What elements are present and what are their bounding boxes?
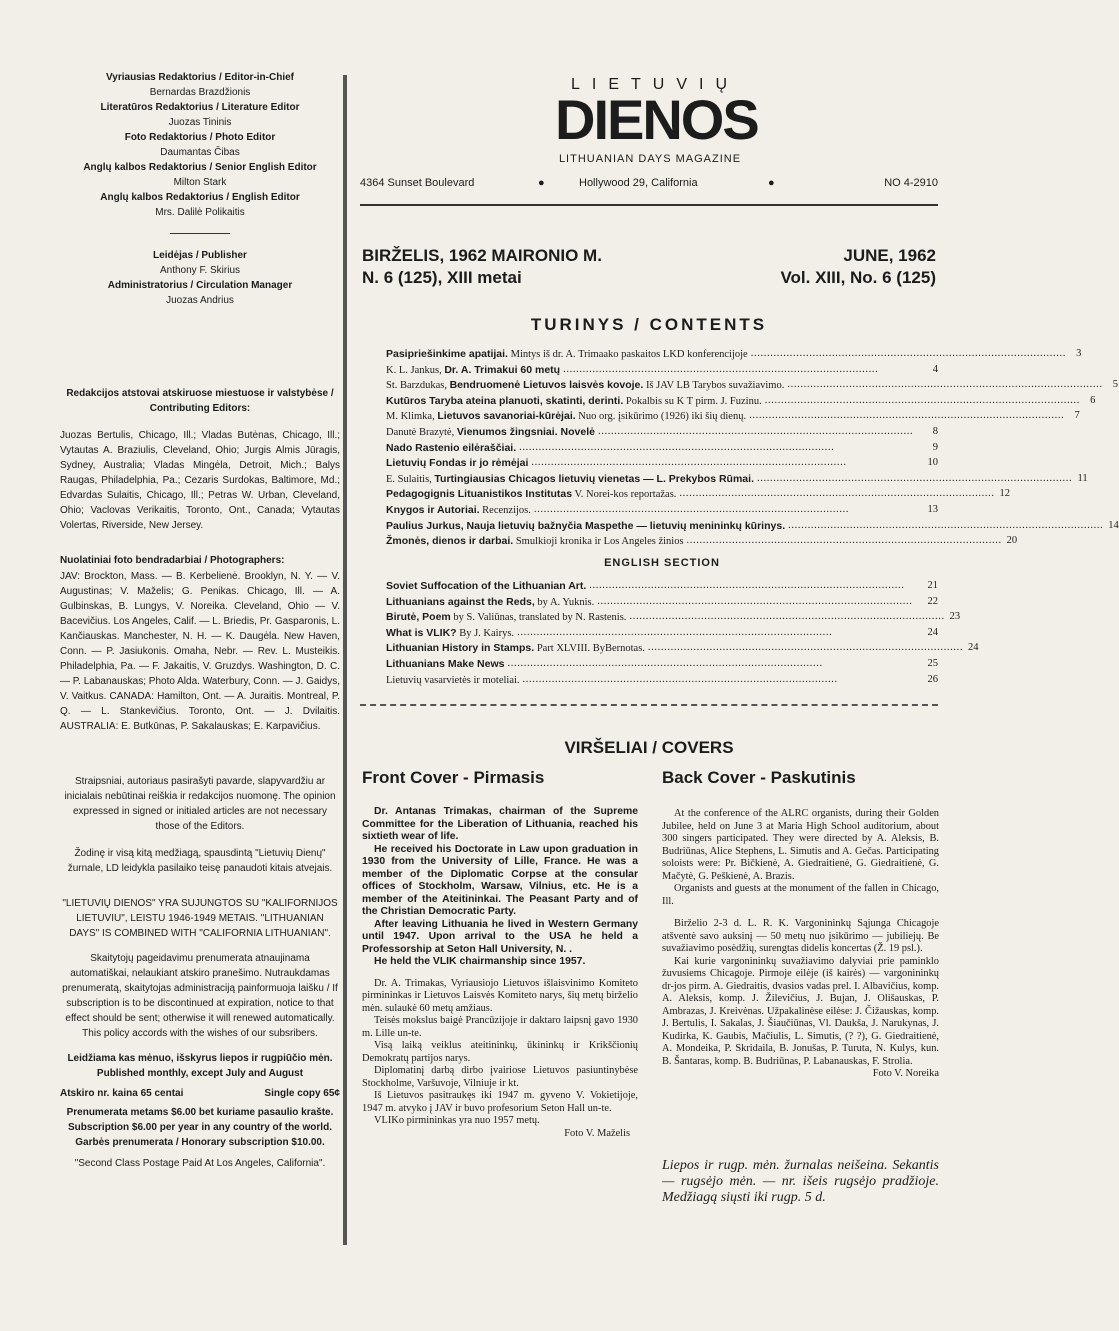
toc-page-number: 5	[1112, 379, 1118, 391]
toc-page-number: 21	[927, 580, 938, 591]
toc-main-title: Soviet Suffocation of the Lithuanian Art.	[386, 580, 587, 592]
toc-title	[386, 641, 645, 657]
toc-title	[386, 579, 586, 595]
toc-main-title: Žmonės, dienos ir darbai.	[386, 535, 514, 548]
front-en-paragraph: He held the VLIK chairmanship since 1957.	[374, 956, 586, 967]
toc-subtitle: V. Norei-kos reportažas.	[572, 489, 677, 501]
editor-role: Anglų kalbos Redaktorius / English Editor	[100, 192, 300, 203]
toc-leader	[687, 534, 1001, 550]
toc-lt-entry	[386, 519, 1119, 535]
toc-page-number: 8	[932, 425, 938, 437]
editors-list	[60, 70, 340, 220]
toc-main-title: Turtingiausias Chicagos lietuvių vienetas — L. Prekybos Rūmai.	[434, 472, 754, 485]
toc-leader	[531, 456, 921, 472]
toc-lt-entry	[386, 534, 1018, 550]
toc-leader	[648, 641, 962, 657]
toc-leader	[519, 441, 921, 457]
toc-page-number: 23	[949, 611, 961, 623]
notice-rights: Žodinę ir visą kitą medžiagą, spausdintą "Lietuvių Dienų" žurnale, LD leidykla pasilaiko teisę panaudoti kitais atvejais.	[67, 848, 333, 874]
issue-date-en: JUNE, 1962	[843, 246, 936, 265]
toc-leader	[787, 378, 1101, 394]
back-cover-text	[662, 808, 939, 1081]
front-lt-paragraph: Visą laiką veiklus ateitininkų, ūkininkų ir Krikščionių Demokratų partijos narys.	[362, 1040, 638, 1064]
toc-main-title: Lithuanian History in Stamps.	[386, 642, 535, 655]
toc-title	[386, 347, 748, 363]
price-lt: Atskiro nr. kaina 65 centai	[60, 1088, 184, 1099]
toc-lt-entry	[386, 394, 1096, 410]
toc-leader	[589, 579, 921, 595]
toc-title	[386, 626, 514, 642]
front-lt-paragraph: Dr. A. Trimakas, Vyriausiojo Lietuvos išlaisvinimo Komiteto pirmininkas ir Lietuvos Laisvės Komiteto narys, šių metų birželio mėn. sulaukė 60 metų amžiaus.	[362, 977, 638, 1014]
toc-page-number: 12	[999, 488, 1011, 500]
toc-title	[386, 519, 785, 535]
toc-lt-entry	[386, 347, 1082, 363]
toc-title	[386, 595, 594, 611]
toc-page-number: 10	[927, 457, 938, 469]
toc-subtitle: Pokalbis su K T pirm. J. Fuzinu.	[623, 395, 762, 407]
toc-subtitle: Lietuvių vasarvietės ir moteliai.	[386, 674, 520, 686]
toc-leader	[507, 657, 921, 673]
toc-leader	[751, 347, 1065, 363]
contributors-heading: Redakcijos atstovai atskiruose miestuose ir valstybėse / Contributing Editors:	[66, 388, 334, 414]
toc-main-title: Lithuanians against the Reds,	[386, 595, 535, 608]
toc-lt-entry	[386, 472, 1088, 488]
issue-date-lt: BIRŽELIS, 1962 MAIRONIO M.	[362, 246, 602, 265]
editor-name: Mrs. Dalilė Polikaitis	[155, 207, 245, 218]
postage-notice: "Second Class Postage Paid At Los Angeles, California".	[74, 1158, 326, 1169]
issue-number-lt: N. 6 (125), XIII metai	[362, 268, 522, 287]
toc-lt-entry	[386, 487, 1011, 503]
editor-role: Foto Redaktorius / Photo Editor	[124, 132, 276, 143]
toc-leader	[597, 595, 921, 611]
toc-page-number: 11	[1077, 472, 1088, 484]
toc-title	[386, 610, 626, 626]
toc-leader	[788, 519, 1102, 535]
toc-title	[386, 363, 560, 379]
toc-main-title: Pedagogignis Lituanistikos Institutas	[386, 488, 573, 501]
brand-subtitle: LITHUANIAN DAYS MAGAZINE	[558, 153, 742, 165]
publisher-role: Leidėjas / Publisher	[153, 250, 247, 261]
toc-subtitle: by A. Yuknis.	[534, 596, 595, 608]
toc-en-entry	[386, 641, 979, 657]
toc-en-entry	[386, 673, 938, 689]
issue-info-lt	[362, 245, 602, 289]
toc-title	[386, 657, 504, 673]
toc-main-title: What is VLIK?	[386, 626, 457, 639]
editor-name: Milton Stark	[173, 177, 227, 188]
toc-page-number: 7	[1074, 410, 1080, 422]
front-en-paragraph: Dr. Antanas Trimakas, chairman of the Supreme Committee for the Liberation of Lithuania, reached his sixtieth wear of life.	[362, 806, 638, 842]
publisher-name: Anthony F. Skirius	[159, 265, 241, 276]
toc-leader	[563, 363, 921, 379]
toc-page-number: 24	[927, 626, 938, 638]
bullet: ●	[538, 177, 545, 189]
toc-title	[386, 487, 676, 503]
toc-subtitle: Recenzijos.	[479, 504, 531, 516]
photo-credit: Foto V. Maželis	[564, 1127, 630, 1139]
toc-leader	[598, 425, 921, 441]
toc-page-number: 14	[1108, 519, 1119, 531]
contents-title: TURINYS / CONTENTS	[530, 315, 768, 334]
toc-page-number: 26	[927, 673, 938, 685]
divider	[170, 233, 230, 234]
toc-en-entry	[386, 626, 938, 642]
toc-author: M. Klimka,	[386, 411, 438, 423]
toc-subtitle: By J. Kairys.	[456, 627, 515, 639]
issue-info-en	[700, 245, 936, 289]
city: Hollywood 29, California	[579, 177, 698, 189]
toc-leader	[517, 626, 921, 642]
contributors-text: Juozas Bertulis, Chicago, Ill.; Vladas Butėnas, Chicago, Ill.; Vytautas A. Braziulis, Cleveland, Ohio; Jurgis Almis Jūragis, Sydney, Australia; Vladas Mingėla, Detroit, Mich.; Balys Raugas, Philadelphia, Pa.; Cezaris Surdokas, Baltimore, Md.; Edvardas Sulaitis, Chicago, Ill.; Petras W. Urban, Cleveland, Ohio; Vaclovas Verikaitis, Toronto, Ont., Canada; Vytautas Volertas, Riverside, New Jersey.	[60, 430, 340, 531]
toc-page-number: 4	[932, 363, 938, 375]
toc-main-title: Paulius Jurkus, Nauja lietuvių bažnyčia Maspethe — lietuvių menininkų kūrinys.	[386, 519, 786, 532]
photo-credit: Foto V. Noreika	[872, 1068, 939, 1079]
editor-role: Vyriausias Redaktorius / Editor-in-Chief	[105, 72, 294, 83]
toc-leader	[749, 409, 1063, 425]
back-paragraph: Organists and guests at the monument of the fallen in Chicago, Ill.	[662, 883, 939, 907]
toc-subtitle: Part XLVIII. ByBernotas.	[534, 643, 645, 655]
editor-name: Daumantas Čibas	[160, 147, 240, 158]
publication-frequency: Leidžiama kas mėnuo, išskyrus liepos ir rugpiūčio mėn. Published monthly, except July and August	[67, 1053, 333, 1079]
toc-lt-entry	[386, 456, 938, 472]
front-cover-heading: Front Cover - Pirmasis	[362, 768, 545, 787]
subscription-info: Prenumerata metams $6.00 bet kuriame pasaulio krašte. Subscription $6.00 per year in any country of the world. Garbės prenumerata / Honorary subscription $10.00.	[66, 1107, 334, 1148]
notice-subscription: Skaitytojų pageidavimu prenumerata atnaujinama automatiškai, nelaukiant atskiro pranešimo. Nutraukdamas prenumeratą, skaitytojas administraciją painformuoja laišku / If subscription is to be discontinued at expiration, notice to that effect should be sent; otherwise it will renewed automatically. This policy accords with the wishes of our subsribers.	[62, 953, 338, 1039]
toc-lt-entry	[386, 503, 938, 519]
table-of-contents-lt	[386, 347, 1119, 550]
address-line	[360, 177, 938, 193]
toc-main-title: Pasipriešinkime apatijai.	[386, 348, 508, 360]
back-paragraph: Kai kurie vargonininkų suvažiavimo dalyviai prie paminklo žuvusiems Chicagoje. Pirmoje eilėje (iš kairės) — vargonininkų dr-jos pirm. A. Giedraitis, dvasios vadas prel. I. Albavičius, komp. A. Aleksis, komp. J. Žilevičius, J. Bujan, J. Olišauskas, P. Ambrazas, J. Kreivėnas. Užpakalinėse eilėse: J. Čižauskas, komp. J. Bertulis, I. Sakalas, J. Šiaučiūnas, Vl. Daukša, J. Narukynas, J. Kudirka, K. Gaubis, Mačiulis, L. Simutis, (? ?), G. Giedraitienė, A. Mondeika, P. Skridaila, B. Jonušas, P. Turuta, N. Kulys, kun. B. Šantaras, komp. B. Budriūnas, P. Labanauskas, F. Strolia.	[662, 955, 939, 1067]
toc-title	[386, 456, 528, 472]
toc-page-number: 25	[927, 657, 938, 669]
header-rule	[360, 204, 938, 206]
toc-en-entry	[386, 657, 938, 673]
toc-page-number: 22	[927, 595, 938, 607]
toc-main-title: Dr. A. Trimakui 60 metų	[444, 363, 561, 376]
toc-page-number: 24	[968, 642, 979, 654]
toc-main-title: Birutė, Poem	[386, 611, 451, 624]
front-en-paragraph: He received his Doctorate in Law upon graduation in 1930 from the University of Lille, France. He was a member of the Diplomatic Corpse at the consular offices of Stockholm, Warsaw, Vilnius, etc. He is a member of the Ateitininkai. The Peasant Party and of the Christian Democratic Party.	[362, 843, 638, 917]
brand-small: LIETUVIŲ	[570, 76, 739, 93]
toc-title	[386, 409, 746, 425]
photographers-text: JAV: Brockton, Mass. — B. Kerbelienė. Brooklyn, N. Y. — V. Augustinas; V. Maželis; G. Penikas. Chicago, Ill. — A. Gulbinskas, B. Lungys, V. Noreika. Cleveland, Ohio — V. Bacevičius. Los Angeles, Calif. — L. Briedis, Pr. Gasparonis, L. Kančiauskas. Manchester, N. H. — K. Daugėla. New Haven, Conn. — P. Jasiukonis. Omaha, Nebr. — Rev. L. Musteikis. Philadelphia, Pa. — F. Jakaitis, V. Gruzdys. Washington, D. C. — P. Labanauskas; Photo Alda. Waterbury, Conn. — J. Gaidys, V. Vaitkus. CANADA: Hamilton, Ont. — A. Juraitis. Montreal, P. Q. — L. Stankevičius. Toronto, Ont. — J. Dvilaitis. AUSTRALIA: E. Butkūnas, P. Sakalauskas; E. Karpavičius.	[60, 571, 340, 732]
toc-main-title: Nado Rastenio eilėraščiai.	[386, 441, 517, 454]
toc-en-entry	[386, 579, 938, 595]
toc-lt-entry	[386, 409, 1080, 425]
phone: NO 4-2910	[884, 177, 938, 189]
toc-subtitle: by S. Valiūnas, translated by N. Rastenis.	[450, 612, 627, 624]
front-lt-paragraph: VLIKo pirmininkas yra nuo 1957 metų.	[374, 1115, 540, 1126]
issue-number-en: Vol. XIII, No. 6 (125)	[780, 268, 936, 287]
toc-main-title: Kutūros Taryba ateina planuoti, skatinti, derinti.	[386, 394, 624, 407]
masthead-column	[60, 70, 340, 1171]
toc-lt-entry	[386, 378, 1118, 394]
toc-main-title: Lietuvių Fondas ir jo rėmėjai	[386, 457, 529, 470]
toc-lt-entry	[386, 425, 938, 441]
toc-en-entry	[386, 595, 938, 611]
toc-leader	[534, 503, 921, 519]
notice-opinion: Straipsniai, autoriaus pasirašyti pavarde, slapyvardžiu ar inicialais nebūtinai reiškia ir redakcijos nuomonę. The opinion expressed in signed or initialed articles are not necessary those of the Editors.	[64, 776, 336, 832]
toc-leader	[523, 673, 921, 689]
editor-role: Literatūros Redaktorius / Literature Editor	[100, 102, 300, 113]
toc-en-entry	[386, 610, 961, 626]
toc-title	[386, 378, 784, 394]
toc-leader	[679, 487, 993, 503]
toc-main-title: Bendruomenė Lietuvos laisvės kovoje.	[449, 379, 644, 392]
front-en-paragraph: After leaving Lithuania he lived in Western Germany until 1947. Upon arrival to the USA he held a Professorship at Seton Hall University, N. .	[362, 918, 638, 955]
toc-page-number: 3	[1076, 348, 1082, 359]
back-paragraph: Birželio 2-3 d. L. R. K. Vargonininkų Sąjunga Chicagoje atšventė savo auksinį — 50 metų nuo įsikūrimo — jubiliejų. Be suvažiavimo posėdžių, surengtas didelis koncertas (Ž. 19 psl.).	[662, 918, 939, 954]
editor-name: Bernardas Brazdžionis	[149, 87, 251, 98]
brand-logo: DIENOS	[555, 88, 758, 151]
section-rule	[360, 704, 938, 706]
toc-page-number: 13	[927, 503, 938, 515]
toc-author: E. Sulaitis,	[386, 473, 435, 485]
publisher-name: Juozas Andrius	[166, 295, 234, 306]
toc-main-title: Lithuanians Make News	[386, 657, 505, 670]
bullet: ●	[768, 177, 775, 189]
front-cover-text	[362, 806, 638, 1140]
toc-title	[386, 534, 684, 550]
toc-author: St. Barzdukas,	[386, 380, 450, 392]
address: 4364 Sunset Boulevard	[360, 177, 475, 189]
price-row	[60, 1086, 340, 1101]
table-of-contents-en	[386, 579, 979, 688]
editor-role: Anglų kalbos Redaktorius / Senior English Editor	[83, 162, 317, 173]
english-section-heading: ENGLISH SECTION	[604, 557, 720, 569]
toc-subtitle: Iš JAV LB Tarybos suvažiavimo.	[643, 380, 785, 392]
toc-title	[386, 673, 520, 689]
toc-page-number: 20	[1006, 535, 1018, 547]
toc-main-title: Knygos ir Autoriai.	[386, 503, 480, 516]
back-paragraph: At the conference of the ALRC organists, during their Golden Jubilee, held on June 3 at Maria High School auditorium, about 300 singers participated. They were directed by A. Aleksis, B. Budriūnas, Alice Stephens, L. Simutis and A. Gečas. Participating soloists were: Pr. Bičkienė, A. Giedraitienė, G. Giedraitienė, G. Mačytė, G. Peškienė, A. Brazis.	[662, 808, 939, 882]
toc-title	[386, 394, 762, 410]
notice-merger: "LIETUVIŲ DIENOS" YRA SUJUNGTOS SU "KALIFORNIJOS LIETUVIU", LEISTU 1946-1949 METAIS. "LITHUANIAN DAYS" IS COMBINED WITH "CALIFORNIA LITHUANIAN".	[62, 898, 338, 939]
publisher-list	[60, 248, 340, 308]
toc-title	[386, 503, 531, 519]
toc-main-title: Vienumos žingsniai. Novelė	[456, 425, 595, 438]
covers-title: VIRŠELIAI / COVERS	[564, 738, 734, 757]
toc-subtitle: Mintys iš dr. A. Trimaako paskaitos LKD konferencijoje	[507, 349, 748, 360]
toc-title	[386, 425, 595, 441]
front-lt-paragraph: Teisės mokslus baigė Prancūzijoje ir daktaro laipsnį gavo 1930 m. Lille un-te.	[362, 1015, 638, 1039]
toc-lt-entry	[386, 441, 938, 457]
price-en: Single copy 65¢	[264, 1088, 340, 1099]
toc-title	[386, 472, 754, 488]
toc-main-title: Lietuvos savanoriai-kūrėjai.	[437, 410, 576, 423]
toc-subtitle: Nuo org. įsikūrimo (1926) iki šių dienų.	[575, 411, 747, 423]
editor-name: Juozas Tininis	[168, 117, 232, 128]
front-lt-paragraph: Iš Lietuvos pasitraukęs iki 1947 m. gyveno V. Vokietijoje, 1947 m. atvyko į JAV ir buvo profesorium Seton Hall un-te.	[362, 1090, 638, 1114]
toc-leader	[765, 394, 1079, 410]
toc-title	[386, 441, 516, 457]
toc-page-number: 9	[932, 441, 938, 453]
toc-page-number: 6	[1090, 394, 1096, 406]
toc-author: K. L. Jankus,	[386, 364, 445, 376]
toc-lt-entry	[386, 363, 938, 379]
toc-leader	[629, 610, 943, 626]
front-lt-paragraph: Diplomatinį darbą dirbo įvairiose Lietuvos pasiuntinybėse Stockholme, Varšuvoje, Vilniuje ir kt.	[362, 1065, 638, 1089]
column-divider	[343, 75, 347, 1245]
publication-note: Liepos ir rugp. mėn. žurnalas neišeina. Sekantis — rugsėjo mėn. — nr. išeis rugsėjo pradžioje. Medžiagą siųsti iki rugp. 5 d.	[662, 1158, 939, 1205]
toc-author: Danutė Brazytė,	[386, 426, 457, 438]
publisher-role: Administratorius / Circulation Manager	[107, 280, 293, 291]
toc-leader	[757, 472, 1071, 488]
photographers-heading: Nuolatiniai foto bendradarbiai / Photographers:	[60, 555, 285, 566]
toc-subtitle: Smulkioji kronika ir Los Angeles žinios	[513, 536, 684, 548]
back-cover-heading: Back Cover - Paskutinis	[662, 768, 856, 787]
